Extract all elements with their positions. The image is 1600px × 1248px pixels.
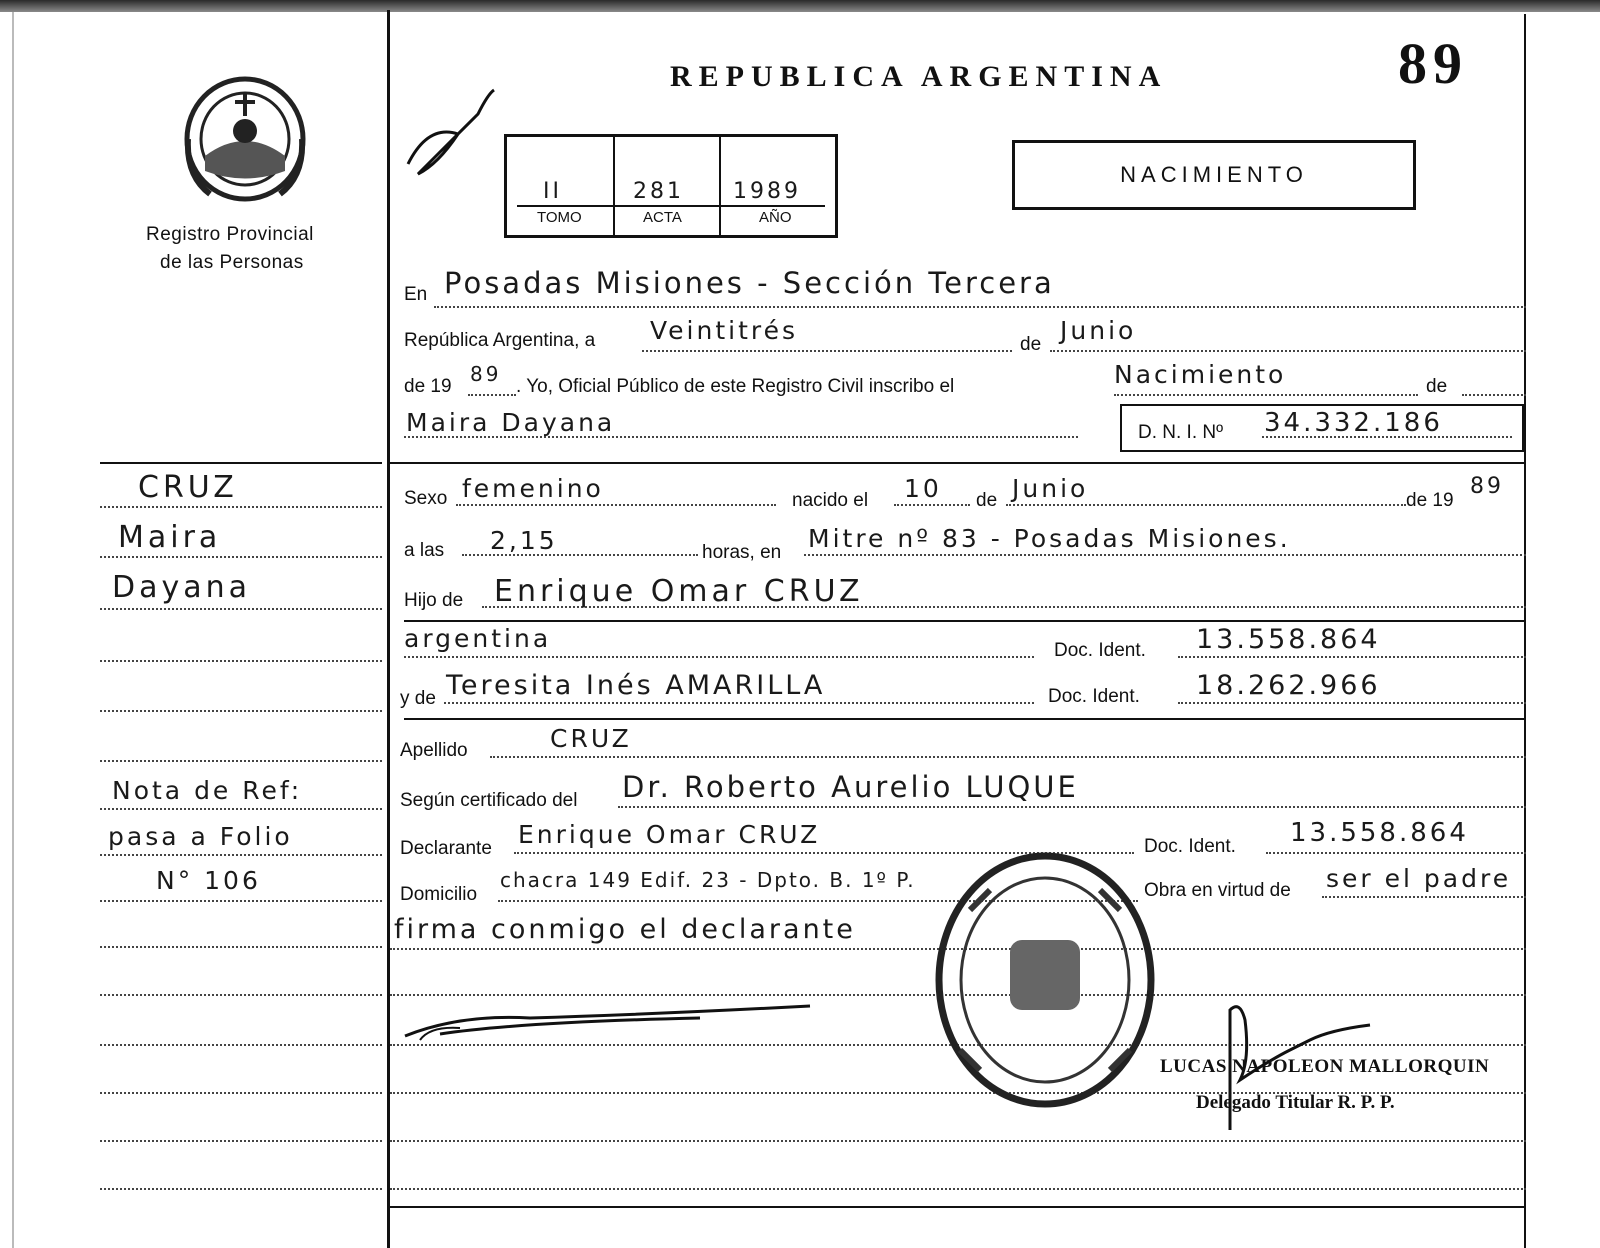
scan-top-edge — [0, 0, 1600, 12]
republica-label: República Argentina, a — [404, 330, 596, 351]
left-margin-line — [12, 12, 14, 1248]
declarante-doc-number: 13.558.864 — [1290, 818, 1469, 848]
father-doc-number: 13.558.864 — [1196, 624, 1381, 655]
official-stamp — [930, 850, 1160, 1110]
inscribe-label: . Yo, Oficial Público de este Registro Civil inscribo el — [516, 376, 955, 397]
dni-box — [1120, 404, 1524, 452]
bottom-rule — [390, 1206, 1526, 1208]
margin-note-line-3: N° 106 — [156, 866, 261, 895]
father-nationality: argentina — [404, 624, 552, 653]
tomo-label: TOMO — [537, 209, 582, 226]
firma-clause: firma conmigo el declarante — [394, 914, 856, 945]
registry-line-2: de las Personas — [160, 252, 304, 273]
obra-value: ser el padre — [1326, 864, 1512, 893]
mother-doc-number: 18.262.966 — [1196, 670, 1381, 701]
year-prefix-label: de 19 — [404, 376, 452, 397]
certificado-label: Según certificado del — [400, 790, 578, 811]
de-label-1: de — [1020, 334, 1042, 355]
y-de-label: y de — [400, 688, 436, 709]
a-las-label: a las — [404, 540, 445, 561]
birth-year: 89 — [1470, 474, 1504, 499]
de-label-2: de — [1426, 376, 1448, 397]
child-given-names: Maira Dayana — [406, 408, 616, 437]
folio-number: 89 — [1398, 31, 1468, 96]
tomo-value: II — [543, 179, 562, 204]
acta-value: 281 — [633, 179, 684, 204]
birth-de-label: de — [976, 490, 998, 511]
registry-line-1: Registro Provincial — [146, 224, 314, 245]
right-border — [1524, 14, 1526, 1248]
declarante-doc-label: Doc. Ident. — [1144, 836, 1236, 857]
section-rule-1 — [390, 462, 1526, 464]
margin-divider — [387, 10, 390, 1248]
clerk-initials — [398, 84, 502, 193]
hijo-label: Hijo de — [404, 590, 464, 611]
sexo-label: Sexo — [404, 488, 448, 509]
horas-label: horas, en — [702, 542, 782, 563]
domicilio-value: chacra 149 Edif. 23 - Dpto. B. 1º P. — [500, 868, 916, 892]
en-label: En — [404, 284, 428, 305]
margin-note-line-1: Nota de Ref: — [112, 776, 303, 805]
acta-label: ACTA — [643, 209, 682, 226]
mother-name: Teresita Inés AMARILLA — [446, 670, 826, 701]
registration-month: Junio — [1060, 316, 1137, 345]
place-of-registry: Posadas Misiones - Sección Tercera — [444, 266, 1055, 300]
apellido-label: Apellido — [400, 740, 468, 761]
birth-month: Junio — [1012, 474, 1089, 503]
margin-first-name: Maira — [118, 520, 222, 555]
mother-doc-label: Doc. Ident. — [1048, 686, 1140, 707]
margin-note-line-2: pasa a Folio — [108, 822, 293, 851]
act-type-box — [1012, 140, 1416, 210]
record-box — [504, 134, 838, 238]
dni-label: D. N. I. Nº — [1138, 422, 1224, 443]
declarant-signature — [400, 996, 820, 1046]
margin-top-rule — [100, 462, 382, 464]
official-name: LUCAS NAPOLEON MALLORQUIN — [1160, 1056, 1490, 1077]
anio-label: AÑO — [759, 209, 792, 226]
act-type-label: NACIMIENTO — [1120, 162, 1308, 187]
margin-surname: CRUZ — [138, 470, 238, 505]
margin-middle-name: Dayana — [112, 570, 252, 605]
birth-year-label: de 19 — [1406, 490, 1454, 511]
registration-day: Veintitrés — [650, 316, 799, 345]
provincial-seal — [180, 76, 310, 202]
country-title: REPUBLICA ARGENTINA — [670, 60, 1168, 93]
declarante-label: Declarante — [400, 838, 492, 859]
father-rule — [404, 620, 1526, 622]
birth-place: Mitre nº 83 - Posadas Misiones. — [808, 524, 1291, 553]
dni-value: 34.332.186 — [1264, 408, 1443, 438]
sex-value: femenino — [462, 474, 604, 503]
official-title: Delegado Titular R. P. P. — [1196, 1092, 1395, 1113]
declarante-name: Enrique Omar CRUZ — [518, 820, 821, 849]
apellido-value: CRUZ — [550, 724, 632, 753]
registration-year: 89 — [470, 362, 502, 386]
domicilio-label: Domicilio — [400, 884, 478, 905]
nacido-label: nacido el — [792, 490, 869, 511]
anio-value: 1989 — [733, 179, 801, 204]
mother-rule — [404, 718, 1526, 720]
certifying-doctor: Dr. Roberto Aurelio LUQUE — [622, 770, 1079, 804]
father-name: Enrique Omar CRUZ — [494, 574, 864, 609]
birth-day: 10 — [904, 474, 942, 503]
event-type: Nacimiento — [1114, 360, 1287, 389]
father-doc-label: Doc. Ident. — [1054, 640, 1146, 661]
obra-label: Obra en virtud de — [1144, 880, 1291, 901]
birth-hour: 2,15 — [490, 526, 558, 555]
